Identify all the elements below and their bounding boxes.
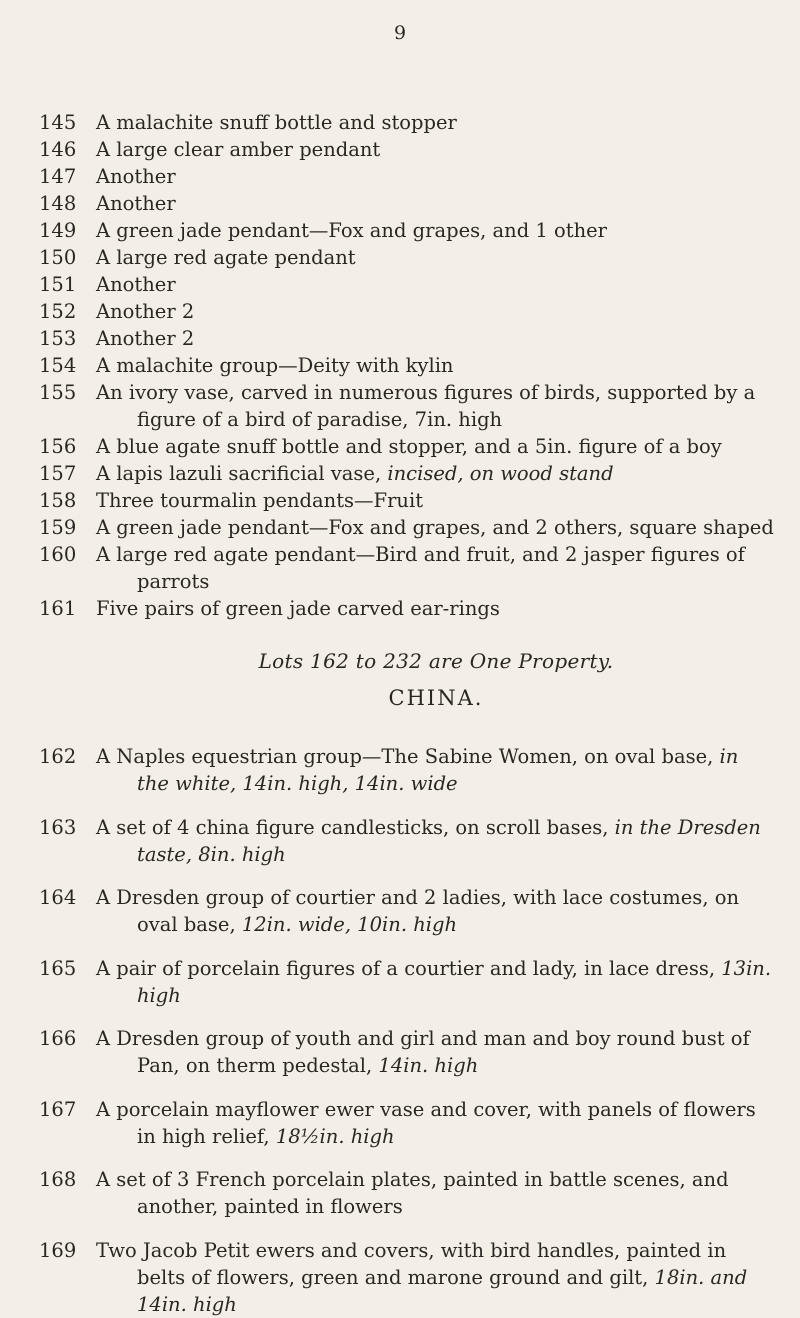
lot-number: 156 [39, 435, 77, 458]
lot-description-text: A porcelain mayflower ewer vase and cover, with panels of flowers in high relief, [96, 1097, 756, 1148]
lot-description-text: A lapis lazuli sacrificial vase, [96, 462, 388, 485]
lot-entry [39, 325, 776, 352]
lot-description: Three tourmalin pendants—Fruit [96, 489, 424, 512]
lot-entry [39, 460, 776, 487]
lot-number: 145 [39, 111, 77, 134]
lot-entry [39, 163, 776, 190]
lot-entry [39, 433, 776, 460]
lot-entry [39, 1096, 776, 1150]
lot-entry [39, 190, 776, 217]
lot-number: 157 [39, 462, 77, 485]
lot-description-text: A Dresden group of courtier and 2 ladies, with lace costumes, on oval base, [96, 886, 740, 936]
lot-entry [39, 271, 776, 298]
catalogue-body [39, 109, 776, 1318]
lot-number: 160 [39, 543, 77, 566]
lot-description-measurements: incised, on wood stand [387, 462, 614, 485]
lot-number: 153 [39, 327, 77, 350]
lot-description: Another [96, 273, 176, 296]
lot-description: A set of 3 French porcelain plates, painted in battle scenes, and another, painted in flowers [96, 1168, 729, 1218]
lot-number: 164 [39, 886, 77, 909]
lot-description: A large clear amber pendant [96, 138, 381, 161]
lot-number: 162 [39, 745, 77, 768]
lot-description: Another [96, 192, 176, 215]
lot-number: 158 [39, 489, 77, 512]
lot-entry [39, 352, 776, 379]
lot-number: 169 [39, 1238, 77, 1262]
lot-entry [39, 541, 776, 595]
lot-number: 151 [39, 273, 77, 296]
lot-description [96, 884, 776, 938]
lot-entry [39, 595, 776, 622]
lot-number: 149 [39, 219, 77, 242]
lot-description: A blue agate snuff bottle and stopper, and a 5in. figure of a boy [96, 435, 722, 458]
lot-description: Another 2 [96, 327, 195, 350]
lot-number: 163 [39, 815, 77, 839]
lots-section-china [39, 743, 776, 1318]
lots-section-gems [39, 109, 776, 622]
lot-number: 146 [39, 138, 77, 161]
lot-entry [39, 955, 776, 1009]
lot-description: An ivory vase, carved in numerous figures of birds, supported by a figure of a bird of paradise, 7in. high [96, 381, 756, 431]
lot-entry [39, 1237, 776, 1318]
lot-description-measurements: 12in. wide, 10in. high [241, 913, 458, 936]
lot-description: A malachite snuff bottle and stopper [96, 111, 457, 134]
lot-description: Another 2 [96, 300, 195, 323]
lot-entry [39, 814, 776, 868]
lot-number: 161 [39, 597, 77, 620]
lot-description-measurements: 14in. high [378, 1054, 479, 1077]
lot-entry [39, 136, 776, 163]
lot-number: 159 [39, 516, 77, 539]
lot-entry [39, 884, 776, 938]
lot-description: A green jade pendant—Fox and grapes, and 1 other [96, 219, 607, 242]
lot-description: A malachite group—Deity with kylin [96, 354, 454, 377]
lot-number: 165 [39, 956, 77, 980]
lot-description [96, 955, 776, 1009]
lot-number: 150 [39, 246, 77, 269]
lot-description: Five pairs of green jade carved ear-rings [96, 597, 500, 620]
property-note: Lots 162 to 232 are One Property. [258, 649, 614, 673]
lot-description-measurements: 13in. high [137, 956, 772, 1007]
page-number: 9 [393, 22, 407, 44]
lot-description: Another [96, 165, 176, 188]
lot-description-text: A Dresden group of youth and girl and man and boy round bust of Pan, on therm pedestal, [96, 1027, 750, 1077]
lot-entry [39, 217, 776, 244]
lot-description-measurements: 18in. and 14in. high [137, 1265, 748, 1316]
lot-description: A green jade pendant—Fox and grapes, and 2 others, square shaped [96, 516, 774, 539]
lot-entry [39, 379, 776, 433]
lot-description [96, 460, 776, 487]
lot-number: 148 [39, 192, 77, 215]
lot-entry [39, 109, 776, 136]
lot-description-text: Two Jacob Petit ewers and covers, with bird handles, painted in belts of flowers, green and marone ground and gilt, [96, 1238, 727, 1289]
lot-entry [39, 298, 776, 325]
lot-entry [39, 1025, 776, 1079]
lot-number: 155 [39, 381, 77, 404]
lot-description [96, 743, 776, 797]
lot-description-measurements: in the white, 14in. high, 14in. wide [137, 745, 739, 795]
lot-entry [39, 244, 776, 271]
lot-description: A large red agate pendant [96, 246, 356, 269]
lot-number: 152 [39, 300, 77, 323]
section-heading-china: CHINA. [388, 686, 484, 710]
lot-description-measurements: in the Dresden taste, 8in. high [137, 815, 761, 866]
lot-description-text: A pair of porcelain figures of a courtier and lady, in lace dress, [96, 956, 722, 980]
lot-description [96, 814, 776, 868]
lot-description-text: A Naples equestrian group—The Sabine Women, on oval base, [96, 745, 720, 768]
lot-number: 168 [39, 1168, 77, 1191]
lot-description-text: A set of 4 china figure candlesticks, on scroll bases, [96, 815, 615, 839]
lot-number: 167 [39, 1097, 77, 1121]
lot-number: 154 [39, 354, 77, 377]
lot-description [96, 1237, 776, 1318]
lot-entry [39, 1166, 776, 1220]
lot-description [96, 1025, 776, 1079]
lot-number: 147 [39, 165, 77, 188]
lot-description-measurements: 18½in. high [275, 1124, 395, 1148]
lot-entry [39, 743, 776, 797]
lot-description: A large red agate pendant—Bird and fruit, and 2 jasper figures of parrots [96, 543, 745, 593]
lot-entry [39, 514, 776, 541]
lot-description [96, 1096, 776, 1150]
lot-number: 166 [39, 1027, 77, 1050]
lot-entry [39, 487, 776, 514]
